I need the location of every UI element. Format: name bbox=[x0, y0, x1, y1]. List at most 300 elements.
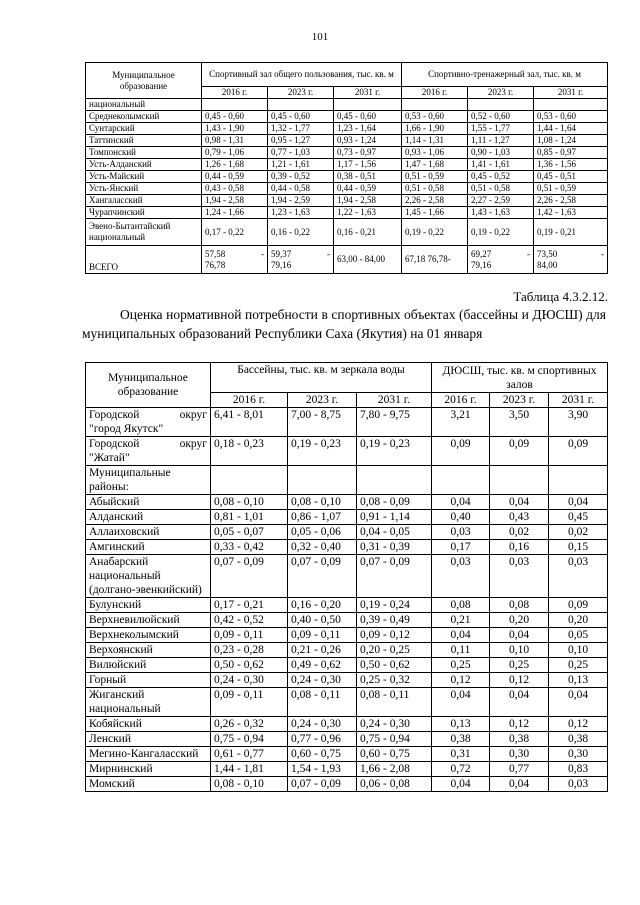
value-cell: 1,94 - 2,58 bbox=[202, 195, 268, 207]
value-cell: 0,33 - 0,42 bbox=[211, 540, 288, 555]
row-name bbox=[86, 437, 211, 466]
value-cell: 1,32 - 1,77 bbox=[268, 123, 334, 135]
value-cell: 0,11 bbox=[432, 643, 490, 658]
row-name: Эвено-Бытантайский национальный bbox=[86, 219, 202, 246]
year-header: 2031 г. bbox=[357, 393, 432, 408]
value-cell: 0,19 - 0,22 bbox=[468, 219, 534, 246]
table-row bbox=[86, 171, 608, 183]
section-label: Муниципальные районы: bbox=[86, 466, 211, 495]
value-cell: 0,19 - 0,23 bbox=[357, 437, 432, 466]
value-cell: 3,90 bbox=[549, 408, 608, 437]
value-cell: 0,04 bbox=[490, 688, 549, 717]
value-cell: 0,16 - 0,21 bbox=[334, 219, 402, 246]
year-header: 2031 г. bbox=[549, 393, 608, 408]
value-cell: 1,17 - 1,56 bbox=[334, 159, 402, 171]
value-cell: 0,61 - 0,77 bbox=[211, 747, 288, 762]
value-cell: 0,23 - 0,28 bbox=[211, 643, 288, 658]
total-value-to: 76,78 bbox=[205, 259, 226, 270]
value-cell: 0,45 - 0,51 bbox=[534, 171, 608, 183]
value-cell: 0,04 bbox=[549, 688, 608, 717]
row-name: Усть-Янский bbox=[86, 183, 202, 195]
value-cell: 0,10 bbox=[490, 643, 549, 658]
row-name: Булунский bbox=[86, 598, 211, 613]
value-cell: 1,94 - 2,59 bbox=[268, 195, 334, 207]
value-cell: 0,60 - 0,75 bbox=[288, 747, 357, 762]
year-header: 2031 г. bbox=[334, 87, 402, 99]
row-name-part: "город Якутск" bbox=[89, 423, 164, 435]
value-cell: 1,54 - 1,93 bbox=[288, 762, 357, 777]
total-cell-top bbox=[205, 249, 264, 260]
value-cell: 1,23 - 1,64 bbox=[334, 123, 402, 135]
value-cell: 2,26 - 2,58 bbox=[534, 195, 608, 207]
value-cell: 0,93 - 1,06 bbox=[402, 147, 468, 159]
value-cell: 0,19 - 0,23 bbox=[288, 437, 357, 466]
value-cell: 0,45 - 0,52 bbox=[468, 171, 534, 183]
value-cell: 0,09 bbox=[549, 437, 608, 466]
value-cell: 0,08 - 0,09 bbox=[357, 495, 432, 510]
row-name: Кобяйский bbox=[86, 717, 211, 732]
value-cell: 0,19 - 0,21 bbox=[534, 219, 608, 246]
table-row bbox=[86, 658, 608, 673]
value-cell: 1,23 - 1,63 bbox=[268, 207, 334, 219]
value-cell: 0,03 bbox=[549, 555, 608, 598]
value-cell: 1,42 - 1,63 bbox=[534, 207, 608, 219]
value-cell: 0,45 bbox=[549, 510, 608, 525]
table-row bbox=[86, 135, 608, 147]
value-cell: 0,05 - 0,07 bbox=[211, 525, 288, 540]
value-cell: 0,93 - 1,24 bbox=[334, 135, 402, 147]
total-dash: - bbox=[527, 248, 530, 259]
table-row bbox=[86, 613, 608, 628]
value-cell: 0,45 - 0,60 bbox=[334, 111, 402, 123]
total-dash: - bbox=[327, 248, 330, 259]
value-cell: 0,85 - 0,97 bbox=[534, 147, 608, 159]
empty-cell bbox=[432, 466, 490, 495]
value-cell: 0,04 bbox=[490, 495, 549, 510]
total-value-from: 59,37 bbox=[271, 248, 292, 259]
table-row bbox=[86, 510, 608, 525]
value-cell: 0,07 - 0,09 bbox=[211, 555, 288, 598]
total-cell-top bbox=[537, 249, 604, 260]
row-name: Жиганский национальный bbox=[86, 688, 211, 717]
table-row bbox=[86, 408, 608, 437]
value-cell: 0,32 - 0,40 bbox=[288, 540, 357, 555]
value-cell: 1,11 - 1,27 bbox=[468, 135, 534, 147]
value-cell: 0,19 - 0,22 bbox=[402, 219, 468, 246]
value-cell: 0,24 - 0,30 bbox=[211, 673, 288, 688]
row-name: Верхнеколымский bbox=[86, 628, 211, 643]
table-row bbox=[86, 688, 608, 717]
sports-halls-table bbox=[85, 62, 608, 274]
value-cell: 3,21 bbox=[432, 408, 490, 437]
value-cell: 0,08 - 0,11 bbox=[288, 688, 357, 717]
row-name: Верхоянский bbox=[86, 643, 211, 658]
value-cell: 0,07 - 0,09 bbox=[288, 777, 357, 792]
value-cell: 0,09 - 0,12 bbox=[357, 628, 432, 643]
table-caption: Таблица 4.3.2.12. bbox=[513, 289, 608, 304]
row-name: Аллаиховский bbox=[86, 525, 211, 540]
row-name bbox=[86, 408, 211, 437]
total-cell-top bbox=[471, 249, 530, 260]
value-cell: 1,45 - 1,66 bbox=[402, 207, 468, 219]
value-cell: 1,14 - 1,31 bbox=[402, 135, 468, 147]
value-cell: 1,43 - 1,63 bbox=[468, 207, 534, 219]
header-youth-schools: ДЮСШ, тыс. кв. м спортивных залов bbox=[432, 363, 608, 393]
row-name: Среднеколымский bbox=[86, 111, 202, 123]
value-cell: 0,45 - 0,60 bbox=[268, 111, 334, 123]
value-cell: 0,53 - 0,60 bbox=[402, 111, 468, 123]
table-title: Оценка нормативной потребности в спортивных объектах (бассейны и ДЮСШ) для муниципальных образований Республики Саха (Якутия) на 01 января bbox=[82, 307, 606, 341]
value-cell: 0,38 bbox=[490, 732, 549, 747]
table-row bbox=[86, 598, 608, 613]
value-cell: 6,41 - 8,01 bbox=[211, 408, 288, 437]
row-name: Амгинский bbox=[86, 540, 211, 555]
year-header: 2016 г. bbox=[202, 87, 268, 99]
table-row bbox=[86, 207, 608, 219]
value-cell: 0,13 bbox=[432, 717, 490, 732]
value-cell: 0,42 - 0,52 bbox=[211, 613, 288, 628]
value-cell: 0,44 - 0,58 bbox=[268, 183, 334, 195]
header-municipality: Муниципальное образование bbox=[86, 63, 202, 99]
value-cell: 1,08 - 1,24 bbox=[534, 135, 608, 147]
value-cell: 0,40 bbox=[432, 510, 490, 525]
row-name-part: округ bbox=[179, 409, 207, 421]
value-cell: 0,12 bbox=[490, 673, 549, 688]
value-cell: 0,38 - 0,51 bbox=[334, 171, 402, 183]
table-row bbox=[86, 219, 608, 246]
table-row bbox=[86, 673, 608, 688]
row-name: Мирнинский bbox=[86, 762, 211, 777]
value-cell: 7,80 - 9,75 bbox=[357, 408, 432, 437]
row-name: Хангаласский bbox=[86, 195, 202, 207]
empty-cell bbox=[268, 99, 334, 111]
row-name: Чурапчинский bbox=[86, 207, 202, 219]
table-row bbox=[86, 147, 608, 159]
total-value-to: 79,16 bbox=[471, 259, 492, 270]
value-cell: 0,15 bbox=[549, 540, 608, 555]
table-row bbox=[86, 111, 608, 123]
value-cell: 0,18 - 0,23 bbox=[211, 437, 288, 466]
value-cell: 1,21 - 1,61 bbox=[268, 159, 334, 171]
value-cell: 0,77 bbox=[490, 762, 549, 777]
value-cell: 1,24 - 1,66 bbox=[202, 207, 268, 219]
value-cell: 0,51 - 0,58 bbox=[402, 183, 468, 195]
table-row bbox=[86, 555, 608, 598]
value-cell: 0,86 - 1,07 bbox=[288, 510, 357, 525]
value-cell: 0,16 - 0,22 bbox=[268, 219, 334, 246]
value-cell: 0,08 bbox=[490, 598, 549, 613]
value-cell: 0,43 - 0,58 bbox=[202, 183, 268, 195]
row-name: Анабарский национальный (долгано-эвенкийский) bbox=[86, 555, 211, 598]
value-cell: 0,07 - 0,09 bbox=[357, 555, 432, 598]
value-cell: 1,66 - 1,90 bbox=[402, 123, 468, 135]
total-value-from: 73,50 bbox=[537, 248, 558, 259]
value-cell: 1,36 - 1,56 bbox=[534, 159, 608, 171]
value-cell: 0,79 - 1,06 bbox=[202, 147, 268, 159]
row-name-part: Городской bbox=[89, 409, 140, 421]
row-name: Абыйский bbox=[86, 495, 211, 510]
row-name: Вилюйский bbox=[86, 658, 211, 673]
empty-cell bbox=[288, 466, 357, 495]
value-cell: 0,08 - 0,10 bbox=[211, 777, 288, 792]
year-header: 2023 г. bbox=[268, 87, 334, 99]
value-cell: 1,22 - 1,63 bbox=[334, 207, 402, 219]
total-value-from: 57,58 bbox=[205, 248, 226, 259]
value-cell: 0,39 - 0,49 bbox=[357, 613, 432, 628]
value-cell: 0,53 - 0,60 bbox=[534, 111, 608, 123]
value-cell: 0,12 bbox=[432, 673, 490, 688]
value-cell: 0,12 bbox=[549, 717, 608, 732]
value-cell: 0,08 - 0,11 bbox=[357, 688, 432, 717]
value-cell: 0,05 - 0,06 bbox=[288, 525, 357, 540]
row-name: Верхневилюйский bbox=[86, 613, 211, 628]
value-cell: 7,00 - 8,75 bbox=[288, 408, 357, 437]
value-cell: 1,44 - 1,64 bbox=[534, 123, 608, 135]
table-row bbox=[86, 643, 608, 658]
value-cell: 0,09 bbox=[490, 437, 549, 466]
value-cell: 0,24 - 0,30 bbox=[357, 717, 432, 732]
value-cell: 1,26 - 1,68 bbox=[202, 159, 268, 171]
value-cell: 0,38 bbox=[432, 732, 490, 747]
value-cell: 0,02 bbox=[549, 525, 608, 540]
year-header: 2031 г. bbox=[534, 87, 608, 99]
table-row bbox=[86, 540, 608, 555]
row-name-line bbox=[89, 408, 207, 422]
row-name: национальный bbox=[86, 99, 202, 111]
value-cell: 0,04 - 0,05 bbox=[357, 525, 432, 540]
value-cell: 0,52 - 0,60 bbox=[468, 111, 534, 123]
header-municipality-2: Муниципальное образование bbox=[86, 363, 211, 408]
year-header: 2023 г. bbox=[490, 393, 549, 408]
year-header: 2016 г. bbox=[211, 393, 288, 408]
value-cell: 0,49 - 0,62 bbox=[288, 658, 357, 673]
empty-cell bbox=[357, 466, 432, 495]
total-dash: - bbox=[601, 248, 605, 259]
value-cell: 0,51 - 0,58 bbox=[468, 183, 534, 195]
value-cell: 0,04 bbox=[432, 688, 490, 717]
table-row bbox=[86, 717, 608, 732]
value-cell: 1,94 - 2,58 bbox=[334, 195, 402, 207]
row-name-part: округ bbox=[179, 438, 207, 450]
value-cell: 0,73 - 0,97 bbox=[334, 147, 402, 159]
empty-cell bbox=[202, 99, 268, 111]
total-cell bbox=[268, 246, 334, 274]
value-cell: 0,25 bbox=[549, 658, 608, 673]
value-cell: 1,66 - 2,08 bbox=[357, 762, 432, 777]
value-cell: 0,04 bbox=[432, 495, 490, 510]
total-value-from: 69,27 bbox=[471, 248, 492, 259]
value-cell: 1,44 - 1,81 bbox=[211, 762, 288, 777]
value-cell: 0,06 - 0,08 bbox=[357, 777, 432, 792]
row-name-part: "Жатай" bbox=[89, 452, 130, 464]
value-cell: 1,55 - 1,77 bbox=[468, 123, 534, 135]
value-cell: 0,17 - 0,21 bbox=[211, 598, 288, 613]
value-cell: 0,25 - 0,32 bbox=[357, 673, 432, 688]
total-label: ВСЕГО bbox=[86, 246, 202, 274]
header-fitness-hall: Спортивно-тренажерный зал, тыс. кв. м bbox=[402, 63, 608, 87]
value-cell: 0,16 - 0,20 bbox=[288, 598, 357, 613]
table-row bbox=[86, 762, 608, 777]
table-row bbox=[86, 525, 608, 540]
value-cell: 0,04 bbox=[490, 777, 549, 792]
value-cell: 0,51 - 0,59 bbox=[534, 183, 608, 195]
value-cell: 0,09 bbox=[432, 437, 490, 466]
empty-cell bbox=[211, 466, 288, 495]
value-cell: 0,05 bbox=[549, 628, 608, 643]
value-cell: 0,77 - 1,03 bbox=[268, 147, 334, 159]
value-cell: 0,09 bbox=[549, 598, 608, 613]
value-cell: 0,07 - 0,09 bbox=[288, 555, 357, 598]
value-cell: 0,38 bbox=[549, 732, 608, 747]
row-name: Алданский bbox=[86, 510, 211, 525]
table-row bbox=[86, 195, 608, 207]
empty-cell bbox=[334, 99, 402, 111]
value-cell: 0,30 bbox=[490, 747, 549, 762]
total-cell: 67,18 76,78- bbox=[402, 246, 468, 274]
value-cell: 1,47 - 1,68 bbox=[402, 159, 468, 171]
value-cell: 0,20 bbox=[549, 613, 608, 628]
value-cell: 0,10 bbox=[549, 643, 608, 658]
value-cell: 0,09 - 0,11 bbox=[288, 628, 357, 643]
value-cell: 0,95 - 1,27 bbox=[268, 135, 334, 147]
value-cell: 0,19 - 0,24 bbox=[357, 598, 432, 613]
value-cell: 0,21 - 0,26 bbox=[288, 643, 357, 658]
value-cell: 0,75 - 0,94 bbox=[211, 732, 288, 747]
empty-cell bbox=[549, 466, 608, 495]
row-name: Усть-Алданский bbox=[86, 159, 202, 171]
row-name: Ленский bbox=[86, 732, 211, 747]
value-cell: 0,24 - 0,30 bbox=[288, 717, 357, 732]
total-value-to: 79,16 bbox=[271, 259, 292, 270]
value-cell: 0,98 - 1,31 bbox=[202, 135, 268, 147]
value-cell: 0,44 - 0,59 bbox=[334, 183, 402, 195]
value-cell: 0,17 - 0,22 bbox=[202, 219, 268, 246]
row-name: Томпонский bbox=[86, 147, 202, 159]
value-cell: 0,16 bbox=[490, 540, 549, 555]
year-header: 2016 г. bbox=[432, 393, 490, 408]
value-cell: 0,60 - 0,75 bbox=[357, 747, 432, 762]
row-name-line bbox=[89, 437, 207, 451]
value-cell: 0,44 - 0,59 bbox=[202, 171, 268, 183]
total-cell-top bbox=[271, 249, 330, 260]
row-name: Момский bbox=[86, 777, 211, 792]
value-cell: 0,02 bbox=[490, 525, 549, 540]
table-row bbox=[86, 628, 608, 643]
value-cell: 0,31 bbox=[432, 747, 490, 762]
total-cell: 63,00 - 84,00 bbox=[334, 246, 402, 274]
value-cell: 0,04 bbox=[432, 628, 490, 643]
table-row bbox=[86, 123, 608, 135]
value-cell: 0,43 bbox=[490, 510, 549, 525]
empty-cell bbox=[490, 466, 549, 495]
empty-cell bbox=[402, 99, 468, 111]
value-cell: 0,08 - 0,10 bbox=[211, 495, 288, 510]
value-cell: 0,39 - 0,52 bbox=[268, 171, 334, 183]
value-cell: 0,50 - 0,62 bbox=[357, 658, 432, 673]
value-cell: 0,08 bbox=[432, 598, 490, 613]
value-cell: 0,09 - 0,11 bbox=[211, 688, 288, 717]
value-cell: 3,50 bbox=[490, 408, 549, 437]
value-cell: 0,91 - 1,14 bbox=[357, 510, 432, 525]
value-cell: 0,77 - 0,96 bbox=[288, 732, 357, 747]
value-cell: 0,40 - 0,50 bbox=[288, 613, 357, 628]
row-name: Горный bbox=[86, 673, 211, 688]
value-cell: 0,25 bbox=[432, 658, 490, 673]
value-cell: 0,20 - 0,25 bbox=[357, 643, 432, 658]
row-name: Усть-Майский bbox=[86, 171, 202, 183]
total-cell bbox=[534, 246, 608, 274]
value-cell: 0,21 bbox=[432, 613, 490, 628]
year-header: 2023 г. bbox=[468, 87, 534, 99]
value-cell: 0,08 - 0,10 bbox=[288, 495, 357, 510]
table-row bbox=[86, 183, 608, 195]
value-cell: 0,81 - 1,01 bbox=[211, 510, 288, 525]
value-cell: 0,20 bbox=[490, 613, 549, 628]
table-row bbox=[86, 437, 608, 466]
value-cell: 0,03 bbox=[490, 555, 549, 598]
table-row bbox=[86, 732, 608, 747]
total-row bbox=[86, 246, 608, 274]
value-cell: 0,72 bbox=[432, 762, 490, 777]
total-cell bbox=[202, 246, 268, 274]
value-cell: 0,12 bbox=[490, 717, 549, 732]
row-name: Таттинский bbox=[86, 135, 202, 147]
empty-cell bbox=[468, 99, 534, 111]
table-row bbox=[86, 777, 608, 792]
table-row bbox=[86, 747, 608, 762]
value-cell: 0,04 bbox=[490, 628, 549, 643]
section-row bbox=[86, 466, 608, 495]
page-number: 101 bbox=[311, 31, 329, 43]
total-dash: - bbox=[261, 248, 264, 259]
value-cell: 0,17 bbox=[432, 540, 490, 555]
value-cell: 0,09 - 0,11 bbox=[211, 628, 288, 643]
row-name: Мегино-Кангаласский bbox=[86, 747, 211, 762]
total-value-to: 84,00 bbox=[537, 259, 558, 270]
value-cell: 2,26 - 2,58 bbox=[402, 195, 468, 207]
value-cell: 0,83 bbox=[549, 762, 608, 777]
value-cell: 0,50 - 0,62 bbox=[211, 658, 288, 673]
header-sports-hall: Спортивный зал общего пользования, тыс. кв. м bbox=[202, 63, 402, 87]
value-cell: 0,30 bbox=[549, 747, 608, 762]
value-cell: 0,03 bbox=[549, 777, 608, 792]
value-cell: 1,43 - 1,90 bbox=[202, 123, 268, 135]
value-cell: 0,45 - 0,60 bbox=[202, 111, 268, 123]
value-cell: 0,24 - 0,30 bbox=[288, 673, 357, 688]
year-header: 2023 г. bbox=[288, 393, 357, 408]
value-cell: 0,04 bbox=[549, 495, 608, 510]
value-cell: 0,04 bbox=[432, 777, 490, 792]
table-row bbox=[86, 495, 608, 510]
total-cell bbox=[468, 246, 534, 274]
value-cell: 0,03 bbox=[432, 525, 490, 540]
value-cell: 0,03 bbox=[432, 555, 490, 598]
value-cell: 2,27 - 2,59 bbox=[468, 195, 534, 207]
header-pools: Бассейны, тыс. кв. м зеркала воды bbox=[211, 363, 432, 393]
empty-cell bbox=[534, 99, 608, 111]
value-cell: 0,25 bbox=[490, 658, 549, 673]
table-row bbox=[86, 159, 608, 171]
row-name: Сунтарский bbox=[86, 123, 202, 135]
year-header: 2016 г. bbox=[402, 87, 468, 99]
table-row bbox=[86, 99, 608, 111]
pools-schools-table bbox=[85, 362, 608, 792]
value-cell: 0,26 - 0,32 bbox=[211, 717, 288, 732]
value-cell: 0,31 - 0,39 bbox=[357, 540, 432, 555]
value-cell: 0,90 - 1,03 bbox=[468, 147, 534, 159]
value-cell: 1,41 - 1,61 bbox=[468, 159, 534, 171]
value-cell: 0,51 - 0,59 bbox=[402, 171, 468, 183]
